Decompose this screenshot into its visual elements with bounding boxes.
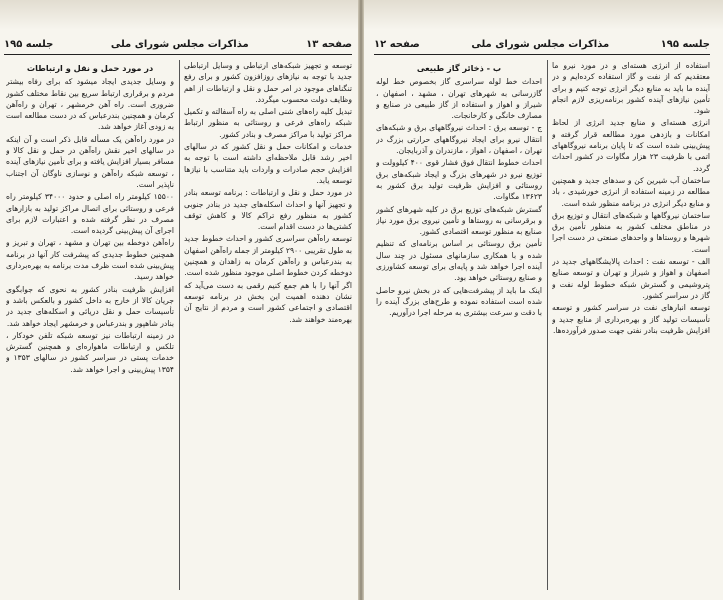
paragraph: توسعه و تجهیز شبکه‌های ارتباطی و وسایل ارتباطی جدید با توجه به نیازهای روزافزون کشور و برای رفع تنگناهای موجود در امر حمل و نقل و ارتباطات از اهم وظایف دولت محسوب میگردد.	[184, 61, 352, 104]
text-column-left	[376, 60, 542, 596]
column-rule	[547, 60, 548, 590]
left-page	[0, 0, 358, 600]
running-title: مذاکرات مجلس شورای ملی	[471, 38, 610, 50]
paragraph: خدمات و امکانات حمل و نقل کشور که در سالهای اخیر رشد قابل ملاحظه‌ای داشته است با توجه به افزایش حجم صادرات و واردات باید متناسب با نیازها توسعه یابد.	[184, 142, 352, 185]
paragraph: در مورد حمل و نقل و ارتباطات : برنامه توسعه بنادر و تجهیز آنها و احداث اسکله‌های جدید در بنادر جنوبی کشور به منظور رفع تراکم کالا و کاهش توقف کشتی‌ها در دست اقدام است.	[184, 188, 352, 232]
paragraph: احداث خطوط انتقال فوق فشار قوی ۴۰۰ کیلوولت و توزیع نیرو در شهرهای بزرگ و ایجاد شبکه‌های برق روستائی و افزایش ظرفیت تولید برق کشور به ۱۳۶۲۳ مگاوات.	[376, 158, 542, 202]
session-label: جلسه ۱۹۵	[4, 38, 54, 50]
section-heading: در مورد حمل و نقل و ارتباطات	[26, 63, 154, 73]
paragraph: استفاده از انرژی هسته‌ای و در مورد نیرو ما معتقدیم که از نفت و گاز استفاده کرده‌ایم و در آینده ما باید به منابع دیگر انرژی توجه کنیم و برای تأمین نیازهای آینده کشور برنامه‌ریزی لازم انجام شود.	[552, 61, 710, 116]
paragraph: توسعه انبارهای نفت در سراسر کشور و توسعه تأسیسات تولید گاز و بهره‌برداری از منابع جدید و افزایش ظرفیت بنادر نفتی جهت صدور فرآورده‌ها.	[552, 303, 710, 335]
paragraph: راه‌آهن دوخطه بین تهران و مشهد ، تهران و تبریز و همچنین خطوط جدیدی که پیشرفت کار آنها در برنامه پیش‌بینی شده است ظرف مدت برنامه به بهره‌برداری خواهد رسید.	[6, 238, 174, 282]
text-column-right	[184, 60, 352, 596]
paragraph: اگر آنها را با هم جمع کنیم رقمی به دست می‌آید که نشان دهنده اهمیت این بخش در برنامه توسعه اقتصادی و اجتماعی کشور است و مردم از نتایج آن بهره‌مند خواهند شد.	[184, 280, 352, 324]
page-number: صفحه ۱۳	[306, 38, 352, 50]
paragraph: ۱۵۵۰۰ کیلومتر راه اصلی و حدود ۳۴۰۰۰ کیلومتر راه فرعی و روستائی برای اتصال مراکز تولید به بازارهای مصرف در نظر گرفته شده و اعتبارات لازم برای اجرای آن پیش‌بینی گردیده است.	[6, 192, 174, 236]
paragraph: احداث خط لوله سراسری گاز بخصوص خط لوله گازرسانی به شهرهای تهران ، مشهد ، اصفهان ، شیراز و اهواز و استفاده از گاز طبیعی در صنایع و مصارف خانگی و کارخانجات.	[376, 77, 542, 121]
paragraph: ساختمان نیروگاهها و شبکه‌های انتقال و توزیع برق در مناطق مختلف کشور به منظور تأمین برق شهرها و روستاها و واحدهای صنعتی در دست اجرا است.	[552, 210, 710, 254]
paragraph: الف - توسعه نفت : احداث پالایشگاههای جدید در اصفهان و اهواز و شیراز و تهران و توسعه صنایع پتروشیمی و گسترش شبکه خطوط لوله نفت و گاز در سراسر کشور.	[552, 257, 710, 300]
paragraph: و وسایل جدیدی ایجاد میشود که برای رفاه بیشتر مردم و برقراری ارتباط سریع بین نقاط مختلف کشور ضروری است. راه آهن خرمشهر ، تهران و راه‌آهن کرمان و همچنین بندرعباس که در دست مطالعه است به زودی آغاز خواهد شد.	[6, 77, 174, 132]
right-page	[364, 0, 723, 600]
column-rule	[179, 60, 180, 590]
paragraph: انرژی هسته‌ای و منابع جدید انرژی از لحاظ امکانات و بازدهی مورد مطالعه قرار گرفته و پیش‌بینی شده است که تا پایان برنامه نیروگاههای اتمی با ظرفیت ۲۳ هزار مگاوات در کشور احداث گردد.	[552, 118, 710, 173]
header-rule	[374, 54, 710, 55]
paragraph: اینک ما باید از پیشرفت‌هایی که در بخش نیرو حاصل شده است استفاده نموده و طرح‌های بزرگ آینده را با دقت و سرعت بیشتری به مرحله اجرا درآوریم.	[376, 285, 542, 318]
paragraph: در زمینه ارتباطات نیز توسعه شبکه تلفن خودکار ، تلکس و ارتباطات ماهواره‌ای و همچنین گسترش خدمات پستی در سراسر کشور در سالهای ۱۳۵۳ و ۱۳۵۴ پیش‌بینی و اجرا خواهد شد.	[6, 330, 174, 374]
section-heading: ب - ذخائر گاز طبیعی	[416, 63, 502, 73]
paragraph: در مورد راه‌آهن یک مسأله قابل ذکر است و آن اینکه در سالهای اخیر نقش راه‌آهن در حمل و نقل کالا و مسافر بسیار افزایش یافته و برای تأمین نیازهای آینده ، توسعه شبکه راه‌آهن و نوسازی ناوگان آن اجتناب ناپذیر است.	[6, 134, 174, 189]
page-header	[374, 36, 710, 52]
header-rule	[4, 54, 352, 55]
text-column-right	[552, 60, 710, 596]
paragraph: توسعه راه‌آهن سراسری کشور و احداث خطوط جدید به طول تقریبی ۲۹۰۰ کیلومتر از جمله راه‌آهن اصفهان به بندرعباس و راه‌آهن کرمان به زاهدان و همچنین دوخطه کردن خطوط اصلی موجود منظور شده است.	[184, 234, 352, 278]
paragraph: تبدیل کلیه راه‌های شنی اصلی به راه آسفالته و تکمیل شبکه راه‌های فرعی و روستائی به منظور ارتباط مراکز تولید با مراکز مصرف و بنادر کشور.	[184, 107, 352, 139]
paragraph: ساختمان آب شیرین کن و سدهای جدید و همچنین مطالعه در زمینه استفاده از انرژی خورشیدی ، باد و منابع دیگر انرژی در برنامه منظور شده است.	[552, 175, 710, 208]
session-label: جلسه ۱۹۵	[660, 38, 710, 50]
paragraph: تأمین برق روستائی بر اساس برنامه‌ای که تنظیم شده و با همکاری سازمانهای مسئول در چند سال آینده اجرا خواهد شد و پایه‌ای برای توسعه کشاورزی و صنایع روستائی خواهد بود.	[376, 239, 542, 283]
paragraph: افزایش ظرفیت بنادر کشور به نحوی که جوابگوی جریان کالا از خارج به داخل کشور و بالعکس باشد و تأسیسات حمل و نقل دریائی و اسکله‌های جدید در بنادر شاهپور و بندرعباس و خرمشهر ایجاد خواهد شد.	[6, 284, 174, 328]
page-header	[4, 36, 352, 52]
page-shade	[364, 0, 723, 30]
page-number: صفحه ۱۲	[374, 38, 420, 50]
paragraph: ج - توسعه برق : احداث نیروگاههای برق و شبکه‌های انتقال نیرو برای ایجاد نیروگاههای حرارتی بزرگ در تهران ، اصفهان ، اهواز ، مازندران و آذربایجان.	[376, 123, 542, 156]
paragraph: گسترش شبکه‌های توزیع برق در کلیه شهرهای کشور و برقرسانی به روستاها و تأمین نیروی برق مورد نیاز صنایع به منظور توسعه اقتصادی کشور.	[376, 204, 542, 237]
running-title: مذاکرات مجلس شورای ملی	[110, 38, 249, 50]
page-shade	[0, 0, 358, 30]
text-column-left	[6, 60, 174, 596]
